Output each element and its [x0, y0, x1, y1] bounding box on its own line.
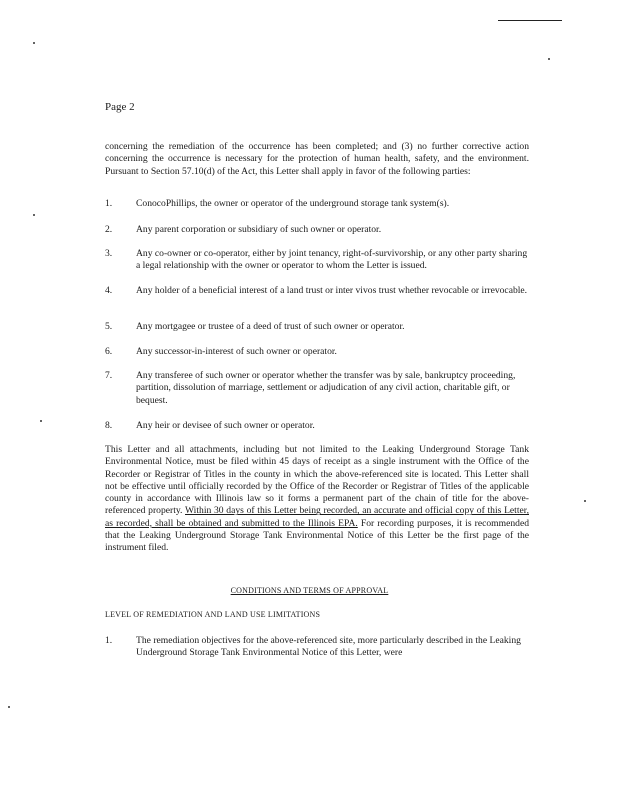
party-number: 7.: [105, 370, 113, 381]
scan-speck: [33, 42, 35, 44]
party-number: 5.: [105, 321, 113, 332]
party-text: Any co-owner or co-operator, either by joint tenancy, right-of-survivorship, or any other party sharing a legal relationship with the owner or operator to whom the Letter is issued.: [136, 248, 528, 272]
party-number: 8.: [105, 420, 113, 431]
filing-underlined-text: Within 30 days of this Letter being recorded, an accurate and official copy of this Letter, as recorded, shall be obtained and submitted to the Illinois EPA.: [105, 505, 529, 529]
party-number: 1.: [105, 198, 113, 209]
scan-speck: [33, 214, 35, 216]
party-text: Any heir or devisee of such owner or operator.: [136, 420, 315, 431]
section-heading-text: CONDITIONS AND TERMS OF APPROVAL: [230, 586, 389, 595]
scan-speck: [584, 500, 586, 502]
party-text: Any holder of a beneficial interest of a land trust or inter vivos trust whether revocable or irrevocable.: [136, 285, 528, 296]
party-text: Any parent corporation or subsidiary of such owner or operator.: [136, 224, 382, 235]
filing-closing-text: For recording purposes, it is recommended that the Leaking Underground Storage Tank Environmental Notice of this Letter be the first page of the instrument filed.: [105, 517, 529, 554]
party-text: Any successor-in-interest of such owner or operator.: [136, 346, 337, 357]
filing-paragraph: [105, 444, 529, 555]
party-text: Any transferee of such owner or operator whether the transfer was by sale, bankruptcy proceeding, partition, dissolution of marriage, settlement or adjudication of any civil action, charitable gift, or bequest.: [136, 370, 516, 406]
scan-speck: [40, 420, 42, 422]
sub-heading-text: LEVEL OF REMEDIATION AND LAND USE LIMITATIONS: [105, 610, 321, 619]
scan-speck: [8, 706, 10, 708]
party-text: Any mortgagee or trustee of a deed of trust of such owner or operator.: [136, 321, 405, 332]
top-right-rule: [498, 20, 562, 21]
page-number-label: Page 2: [105, 101, 135, 113]
filing-main-text: This Letter and all attachments, including but not limited to the Leaking Underground Storage Tank Environmental Notice, must be filed within 45 days of receipt as a single instrument with the Office of the Recorder or Registrar of Titles in the county in which the above-referenced site is located. This Letter shall not be effective until officially recorded by the Office of the Recorder or Registrar of Titles of the applicable county in accordance with Illinois law so it forms a permanent part of the chain of title for the above-referenced property.: [105, 444, 529, 517]
scan-speck: [548, 58, 550, 60]
condition-number: 1.: [105, 635, 113, 646]
party-number: 3.: [105, 248, 113, 259]
party-number: 4.: [105, 285, 113, 296]
party-number: 2.: [105, 224, 113, 235]
condition-text: The remediation objectives for the above-referenced site, more particularly described in the Leaking Underground Storage Tank Environmental Notice of this Letter, were: [136, 635, 521, 659]
intro-paragraph: concerning the remediation of the occurrence has been completed; and (3) no further corrective action concerning the occurrence is necessary for the protection of human health, safety, and the environment. Pursuant to Section 57.10(d) of the Act, this Letter shall apply in favor of the following parties:: [105, 141, 529, 177]
section-heading: [0, 585, 619, 597]
party-text: ConocoPhillips, the owner or operator of the underground storage tank system(s).: [136, 198, 450, 209]
sub-heading: [105, 609, 320, 621]
party-number: 6.: [105, 346, 113, 357]
